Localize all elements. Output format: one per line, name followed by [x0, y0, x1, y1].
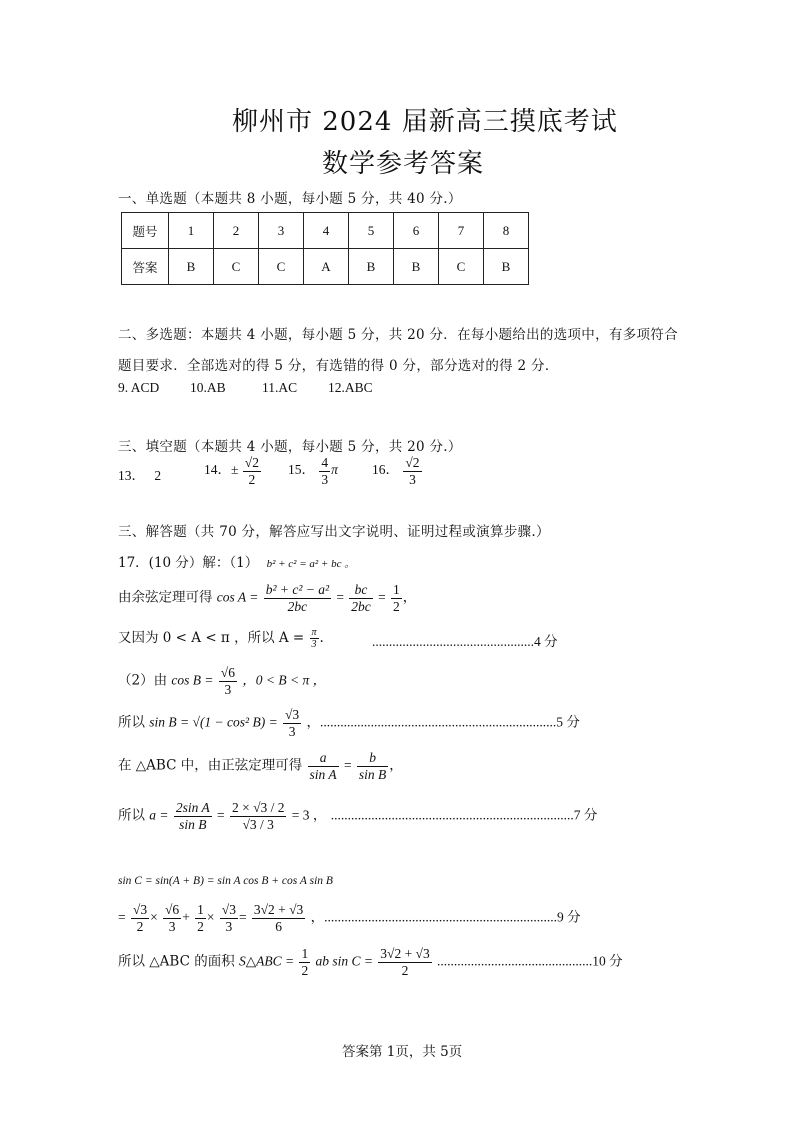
answer-label: 16． — [372, 462, 399, 478]
a-value-line: 所以 a = $\frac{\text{2sin A}}{\text{sin B}}$ = $\frac{2 \times √3 / 2}{√3 / 3}$ = 3 ， ........................................................................7 分 — [118, 800, 598, 832]
fraction-numerator: π — [311, 626, 317, 638]
area-line — [118, 946, 623, 978]
score-4: ................................................4 分 — [372, 634, 558, 649]
table-cell: 5 — [349, 213, 394, 249]
sinB-line — [118, 707, 580, 739]
table-cell: 8 — [484, 213, 529, 249]
fraction-numerator: a — [308, 750, 339, 767]
table-row — [122, 213, 529, 249]
section1-heading: 一、单选题（本题共 8 小题，每小题 5 分，共 40 分.） — [118, 191, 462, 207]
table-cell: 答案 — [122, 249, 169, 285]
table-cell: B — [484, 249, 529, 285]
page-title: 柳州市 2024 届新高三摸底考试 — [232, 107, 618, 137]
q17-equation: b² + c² = a² + bc 。 — [266, 558, 356, 570]
table-cell: A — [304, 249, 349, 285]
sinC-expansion: sin C = sin(A + B) = sin A cos B + cos A sin B — [118, 875, 333, 887]
part2-line — [118, 665, 326, 697]
mc-answer-12: 12.ABC — [328, 380, 373, 395]
fraction-numerator: 4 — [321, 455, 329, 470]
fraction-numerator: 2sin A — [175, 800, 210, 815]
part2-prefix: （2）由 — [118, 672, 168, 689]
table-row — [122, 249, 529, 285]
fraction-denominator: 2bc — [351, 598, 371, 614]
q17-intro: 17．(10 分）解：（1） — [118, 555, 259, 571]
sine-law-line: 在 △ABC 中，由正弦定理可得 $\frac{a}{\text{sin A}}$ = $\frac{b}{\text{sin B}}$ ， — [118, 750, 403, 782]
fraction-denominator: 2 — [248, 471, 256, 487]
fraction-denominator: 6 — [275, 918, 282, 934]
fraction-denominator: 3 — [168, 918, 176, 934]
table-cell: 7 — [439, 213, 484, 249]
table-cell: B — [394, 249, 439, 285]
range-A-text: 又因为 0 < A < π ，所以 A = — [118, 630, 305, 646]
table-cell: B — [349, 249, 394, 285]
answer-value: 2 — [154, 468, 162, 483]
fraction-numerator: √6 — [220, 665, 235, 680]
answer-label: 13． — [118, 468, 145, 483]
table-cell: 4 — [304, 213, 349, 249]
fraction-denominator: 2 — [401, 962, 409, 978]
fraction-denominator: √3 / 3 — [242, 816, 274, 832]
mc-answer-10: 10.AB — [190, 380, 226, 395]
fraction-numerator: 1 — [301, 946, 309, 961]
score-7: ........................................................................7 分 — [330, 807, 598, 823]
sinB-prefix: 所以 — [118, 714, 145, 731]
a-result: = 3 ， — [291, 807, 327, 823]
fraction-numerator: bc — [349, 582, 373, 599]
q17-intro-line — [118, 551, 355, 571]
answer-table — [121, 212, 529, 285]
fraction-denominator: 2bc — [287, 598, 308, 614]
fill-answer-15 — [288, 455, 338, 487]
sine-law-prefix: 在 △ABC 中，由正弦定理可得 — [118, 757, 303, 774]
cosine-law-line: 由余弦定理可得 cos A = $\frac{\text{b² + c² − a²}}{2bc}$ = $\frac{bc}{2bc}$ = $\frac{1}{2}$ ， — [118, 582, 417, 614]
fraction-denominator: sin A — [309, 766, 337, 782]
table-cell: C — [259, 249, 304, 285]
table-cell: 6 — [394, 213, 439, 249]
fill-answer-14 — [204, 455, 262, 487]
cosine-law-prefix: 由余弦定理可得 — [118, 589, 213, 606]
sinB-lhs: sin B = √(1 − cos² B) = — [149, 714, 278, 730]
cos-lhs: cos A = — [216, 589, 259, 605]
fraction-numerator: √3 — [221, 902, 236, 917]
fraction-denominator: 3 — [311, 639, 317, 650]
fraction-denominator: 2 — [393, 598, 400, 614]
fraction-numerator: 3√2 + √3 — [253, 902, 304, 917]
fraction-numerator: √2 — [405, 455, 420, 470]
fraction-numerator: 3√2 + √3 — [380, 946, 430, 961]
section2-line2: 题目要求．全部选对的得 5 分，有选错的得 0 分，部分选对的得 2 分． — [118, 358, 559, 374]
fraction-denominator: 2 — [197, 918, 204, 934]
table-cell: B — [169, 249, 214, 285]
fraction-numerator: b² + c² − a² — [265, 582, 330, 597]
score-10: ..............................................10 分 — [437, 953, 623, 969]
fill-answer-13 — [118, 464, 161, 484]
section4-heading: 三、解答题（共 70 分，解答应写出文字说明、证明过程或演算步骤.） — [118, 524, 550, 540]
table-cell: C — [214, 249, 259, 285]
score-9: ，.....................................................................9 分 — [310, 909, 581, 925]
fraction-denominator: 2 — [136, 918, 144, 934]
fill-answer-16 — [372, 455, 423, 487]
cosB-range: ，0 < B < π ， — [242, 672, 327, 688]
fraction-numerator: √6 — [165, 902, 180, 917]
fraction-denominator: 3 — [225, 918, 233, 934]
fraction-numerator: 1 — [393, 582, 400, 597]
fraction-denominator: sin B — [358, 766, 387, 782]
section2-line1: 二、多选题：本题共 4 小题，每小题 5 分，共 20 分．在每小题给出的选项中，有多项符合 — [118, 327, 678, 343]
area-mid: ab sin C = — [315, 953, 373, 969]
fraction-denominator: 3 — [288, 723, 296, 739]
score-5: ，......................................................................5 分 — [306, 714, 580, 730]
pi-symbol: π — [331, 462, 338, 478]
table-cell: 1 — [169, 213, 214, 249]
equals-sign: = — [118, 909, 126, 925]
a-lhs: a = — [149, 807, 169, 823]
fraction-denominator: 3 — [409, 471, 416, 487]
table-cell: C — [439, 249, 484, 285]
mc-answer-9: 9. ACD — [118, 380, 160, 395]
fraction-numerator: √3 — [285, 707, 300, 722]
fraction-denominator: 3 — [321, 471, 329, 487]
sinC-calc-line: = $\frac{√3}{2}$ × $\frac{√6}{3}$ + $\frac{1}{2}$ × $\frac{√3}{3}$ = $\frac{3√2 + √3}{6}$ ，.....................................................................9 分 — [118, 902, 581, 934]
page-subtitle: 数学参考答案 — [322, 149, 485, 179]
table-cell: 2 — [214, 213, 259, 249]
fraction-numerator: √3 — [132, 902, 148, 917]
fraction-denominator: 3 — [224, 681, 232, 697]
area-lhs: S△ABC = — [239, 953, 295, 969]
fraction-numerator: 1 — [197, 902, 204, 917]
mc-answer-11: 11.AC — [262, 380, 298, 395]
fraction-denominator: 2 — [301, 962, 309, 978]
range-A-line: 又因为 0 < A < π ，所以 A = $\frac{\pi}{3}$ . — [118, 626, 324, 650]
section3-heading: 三、填空题（本题共 4 小题，每小题 5 分，共 20 分.） — [118, 439, 462, 455]
cosB-lhs: cos B = — [171, 672, 214, 688]
a-prefix: 所以 — [118, 807, 145, 824]
fraction-numerator: √2 — [244, 455, 259, 470]
answer-label: 15． — [288, 462, 315, 478]
fraction-numerator: b — [357, 750, 388, 767]
page-footer: 答案第 1页，共 5页 — [342, 1044, 463, 1060]
answer-label: 14．± — [204, 462, 239, 478]
table-cell: 3 — [259, 213, 304, 249]
fraction-denominator: sin B — [179, 816, 207, 832]
fraction-numerator: 2 × √3 / 2 — [231, 800, 285, 815]
table-cell: 题号 — [122, 213, 169, 249]
area-prefix: 所以 △ABC 的面积 — [118, 953, 235, 970]
